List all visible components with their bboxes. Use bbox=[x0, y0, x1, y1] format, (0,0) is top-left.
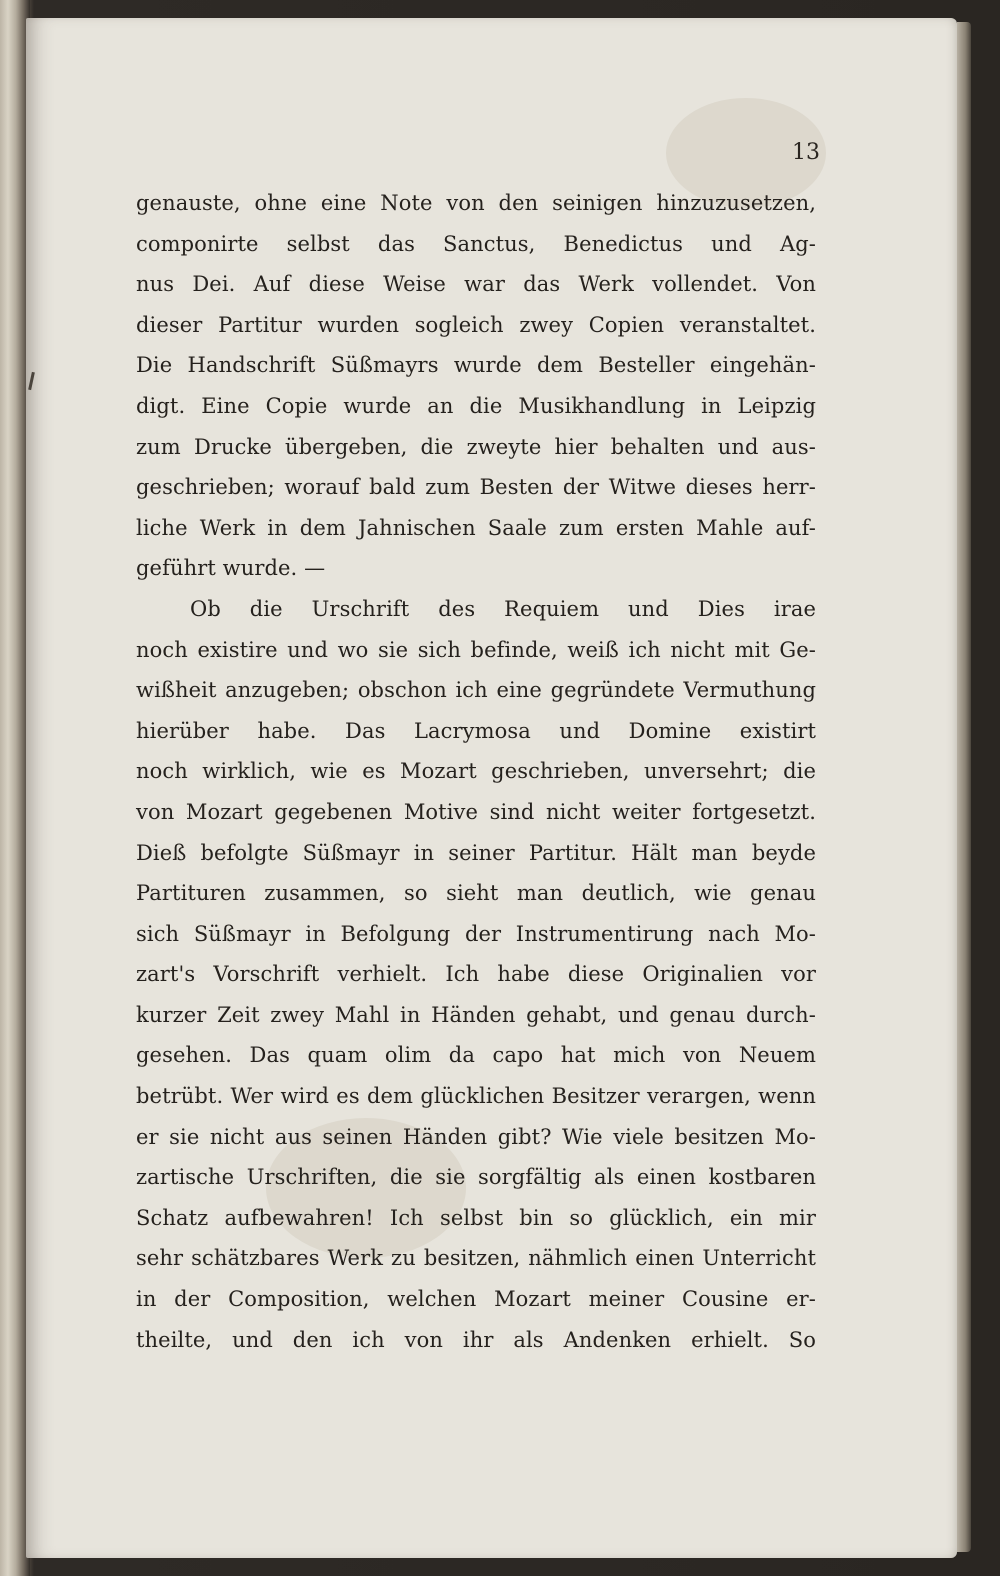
text-line: Schatz aufbewahren! Ich selbst bin so glücklich, ein mir bbox=[136, 1205, 816, 1230]
text-line: dieser Partitur wurden sogleich zwey Copien veranstaltet. bbox=[136, 312, 816, 337]
text-line: gesehen. Das quam olim da capo hat mich von Neuem bbox=[136, 1043, 816, 1068]
text-line: digt. Eine Copie wurde an die Musikhandlung in Leipzig bbox=[136, 393, 816, 418]
text-line: Partituren zusammen, so sieht man deutlich, wie genau bbox=[136, 881, 816, 906]
text-line: zum Drucke übergeben, die zweyte hier behalten und aus- bbox=[136, 434, 816, 459]
text-line: zartische Urschriften, die sie sorgfältig als einen kostbaren bbox=[136, 1165, 816, 1190]
text-line: er sie nicht aus seinen Händen gibt? Wie viele besitzen Mo- bbox=[136, 1124, 816, 1149]
text-line: geführt wurde. — bbox=[136, 556, 326, 581]
text-line: Dieß befolgte Süßmayr in seiner Partitur. Hält man beyde bbox=[136, 840, 816, 865]
text-line: theilte, und den ich von ihr als Andenken erhielt. So bbox=[136, 1327, 816, 1352]
text-line: liche Werk in dem Jahnischen Saale zum ersten Mahle auf- bbox=[136, 515, 816, 540]
text-line: noch wirklich, wie es Mozart geschrieben, unversehrt; die bbox=[136, 759, 816, 784]
body-text bbox=[136, 183, 816, 1360]
page-number: 13 bbox=[792, 140, 820, 165]
text-line: sich Süßmayr in Befolgung der Instrumentirung nach Mo- bbox=[136, 921, 816, 946]
text-line: Die Handschrift Süßmayrs wurde dem Besteller eingehän- bbox=[136, 353, 816, 378]
text-line: zart's Vorschrift verhielt. Ich habe diese Originalien vor bbox=[136, 962, 816, 987]
text-line: in der Composition, welchen Mozart meiner Cousine er- bbox=[136, 1287, 816, 1312]
text-line: wißheit anzugeben; obschon ich eine gegründete Vermuthung bbox=[136, 678, 816, 703]
text-line: noch existire und wo sie sich befinde, weiß ich nicht mit Ge- bbox=[136, 637, 816, 662]
text-line: componirte selbst das Sanctus, Benedictus und Ag- bbox=[136, 231, 816, 256]
text-line: kurzer Zeit zwey Mahl in Händen gehabt, und genau durch- bbox=[136, 1002, 816, 1027]
text-line: genauste, ohne eine Note von den seinigen hinzuzusetzen, bbox=[136, 191, 816, 215]
text-line: geschrieben; worauf bald zum Besten der Witwe dieses herr- bbox=[136, 475, 816, 500]
text-line: hierüber habe. Das Lacrymosa und Domine existirt bbox=[136, 718, 816, 743]
text-line: von Mozart gegebenen Motive sind nicht weiter fortgesetzt. bbox=[136, 799, 816, 824]
page-edge bbox=[957, 22, 971, 1552]
text-line: sehr schätzbares Werk zu besitzen, nähmlich einen Unterricht bbox=[136, 1246, 816, 1271]
text-line: betrübt. Wer wird es dem glücklichen Besitzer verargen, wenn bbox=[136, 1084, 816, 1109]
text-line: Ob die Urschrift des Requiem und Dies irae bbox=[190, 596, 816, 621]
text-line: nus Dei. Auf diese Weise war das Werk vollendet. Von bbox=[136, 272, 816, 297]
